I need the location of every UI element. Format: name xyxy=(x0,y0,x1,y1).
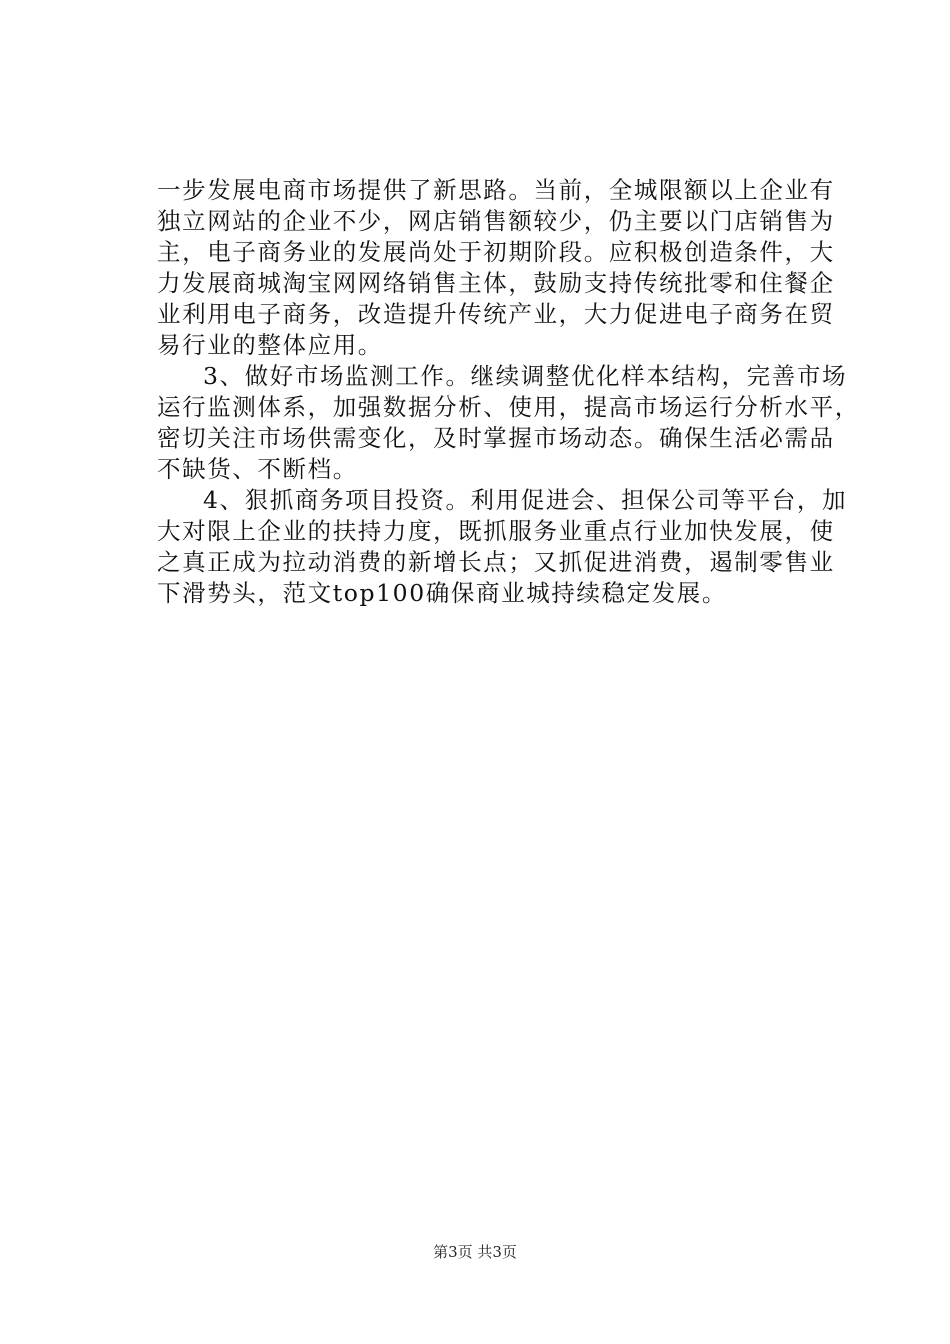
text-line: 下滑势头，范文top100确保商业城持续稳定发展。 xyxy=(157,579,727,607)
paragraph-4-first-line: 4、狠抓商务项目投资。利用促进会、担保公司等平台，加 xyxy=(203,486,848,514)
text-line: 独立网站的企业不少，网店销售额较少，仍主要以门店销售为 xyxy=(157,207,835,235)
text-line: 运行监测体系，加强数据分析、使用，提高市场运行分析水平， xyxy=(157,393,860,421)
text-line: 业利用电子商务，改造提升传统产业，大力促进电子商务在贸 xyxy=(157,300,835,328)
text-line: 易行业的整体应用。 xyxy=(157,331,383,359)
body-text xyxy=(157,175,860,609)
page-footer: 第3页 共3页 xyxy=(433,1243,517,1261)
paragraph-3-first-line: 3、做好市场监测工作。继续调整优化样本结构，完善市场 xyxy=(203,362,848,390)
text-line: 不缺货、不断档。 xyxy=(157,455,358,483)
text-line: 一步发展电商市场提供了新思路。当前，全城限额以上企业有 xyxy=(157,176,835,204)
text-line: 之真正成为拉动消费的新增长点；又抓促进消费，遏制零售业 xyxy=(157,548,835,576)
text-line: 大对限上企业的扶持力度，既抓服务业重点行业加快发展，使 xyxy=(157,517,835,545)
text-line: 力发展商城淘宝网网络销售主体，鼓励支持传统批零和住餐企 xyxy=(157,269,835,297)
text-line: 主，电子商务业的发展尚处于初期阶段。应积极创造条件，大 xyxy=(157,238,835,266)
text-line: 密切关注市场供需变化，及时掌握市场动态。确保生活必需品 xyxy=(157,424,835,452)
